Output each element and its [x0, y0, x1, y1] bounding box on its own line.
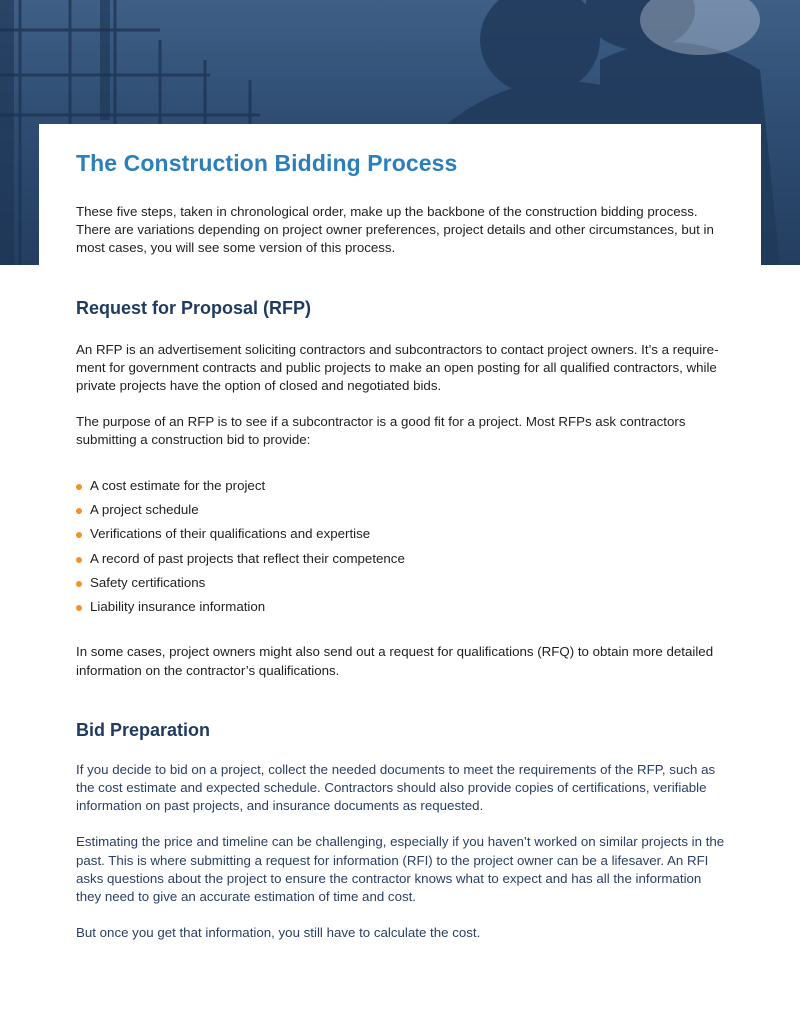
bid-preparation-body: [76, 761, 726, 943]
list-item: Liability insurance information: [76, 595, 726, 619]
bid-paragraph-2: Estimating the price and timeline can be challenging, especially if you haven’t worked on similar projects in the past. This is where submitting a request for information (RFI) to the project owner can be a lifesaver. An RFI asks questions about the project to ensure the contractor knows what to expect and has all the information they need to give an accurate estimation of time and cost.: [76, 834, 725, 905]
list-item: Verifications of their qualifications and expertise: [76, 522, 726, 546]
rfp-heading: Request for Proposal (RFP): [76, 297, 312, 318]
page-title: The Construction Bidding Process: [76, 150, 458, 176]
list-item: A project schedule: [76, 498, 726, 522]
bid-preparation-heading: Bid Preparation: [76, 719, 211, 740]
rfp-paragraph-2: The purpose of an RFP is to see if a subcontractor is a good fit for a project. Most RFPs ask contractors submitting a construction bid to provide:: [76, 414, 686, 448]
intro-paragraph: These five steps, taken in chronological order, make up the backbone of the construction bidding process. There are variations depending on project owner preferences, project details and other circumstances, but in most cases, you will see some version of this process.: [76, 204, 714, 256]
list-item: Safety certifications: [76, 571, 726, 595]
article-content: [76, 150, 726, 942]
bid-paragraph-3: But once you get that information, you still have to calculate the cost.: [76, 925, 481, 941]
bid-paragraph-1: If you decide to bid on a project, collect the needed documents to meet the requirements of the RFP, such as the cost estimate and expected schedule. Contractors should also provide copies of certifications, verifiable information on past projects, and insurance documents as requested.: [76, 761, 716, 814]
list-item: A cost estimate for the project: [76, 474, 726, 498]
list-item: A record of past projects that reflect their competence: [76, 547, 726, 571]
rfp-paragraph-1: An RFP is an advertisement soliciting contractors and subcontractors to contact project owners. It’s a requirement for government contracts and public projects to make an open posting for all qualified contractors, while private projects have the option of closed and negotiated bids.: [76, 341, 719, 394]
rfp-paragraph-3: In some cases, project owners might also send out a request for qualifications (RFQ) to obtain more detailed information on the contractor’s qualifications.: [76, 644, 714, 678]
rfp-requirements-list: [76, 474, 726, 620]
